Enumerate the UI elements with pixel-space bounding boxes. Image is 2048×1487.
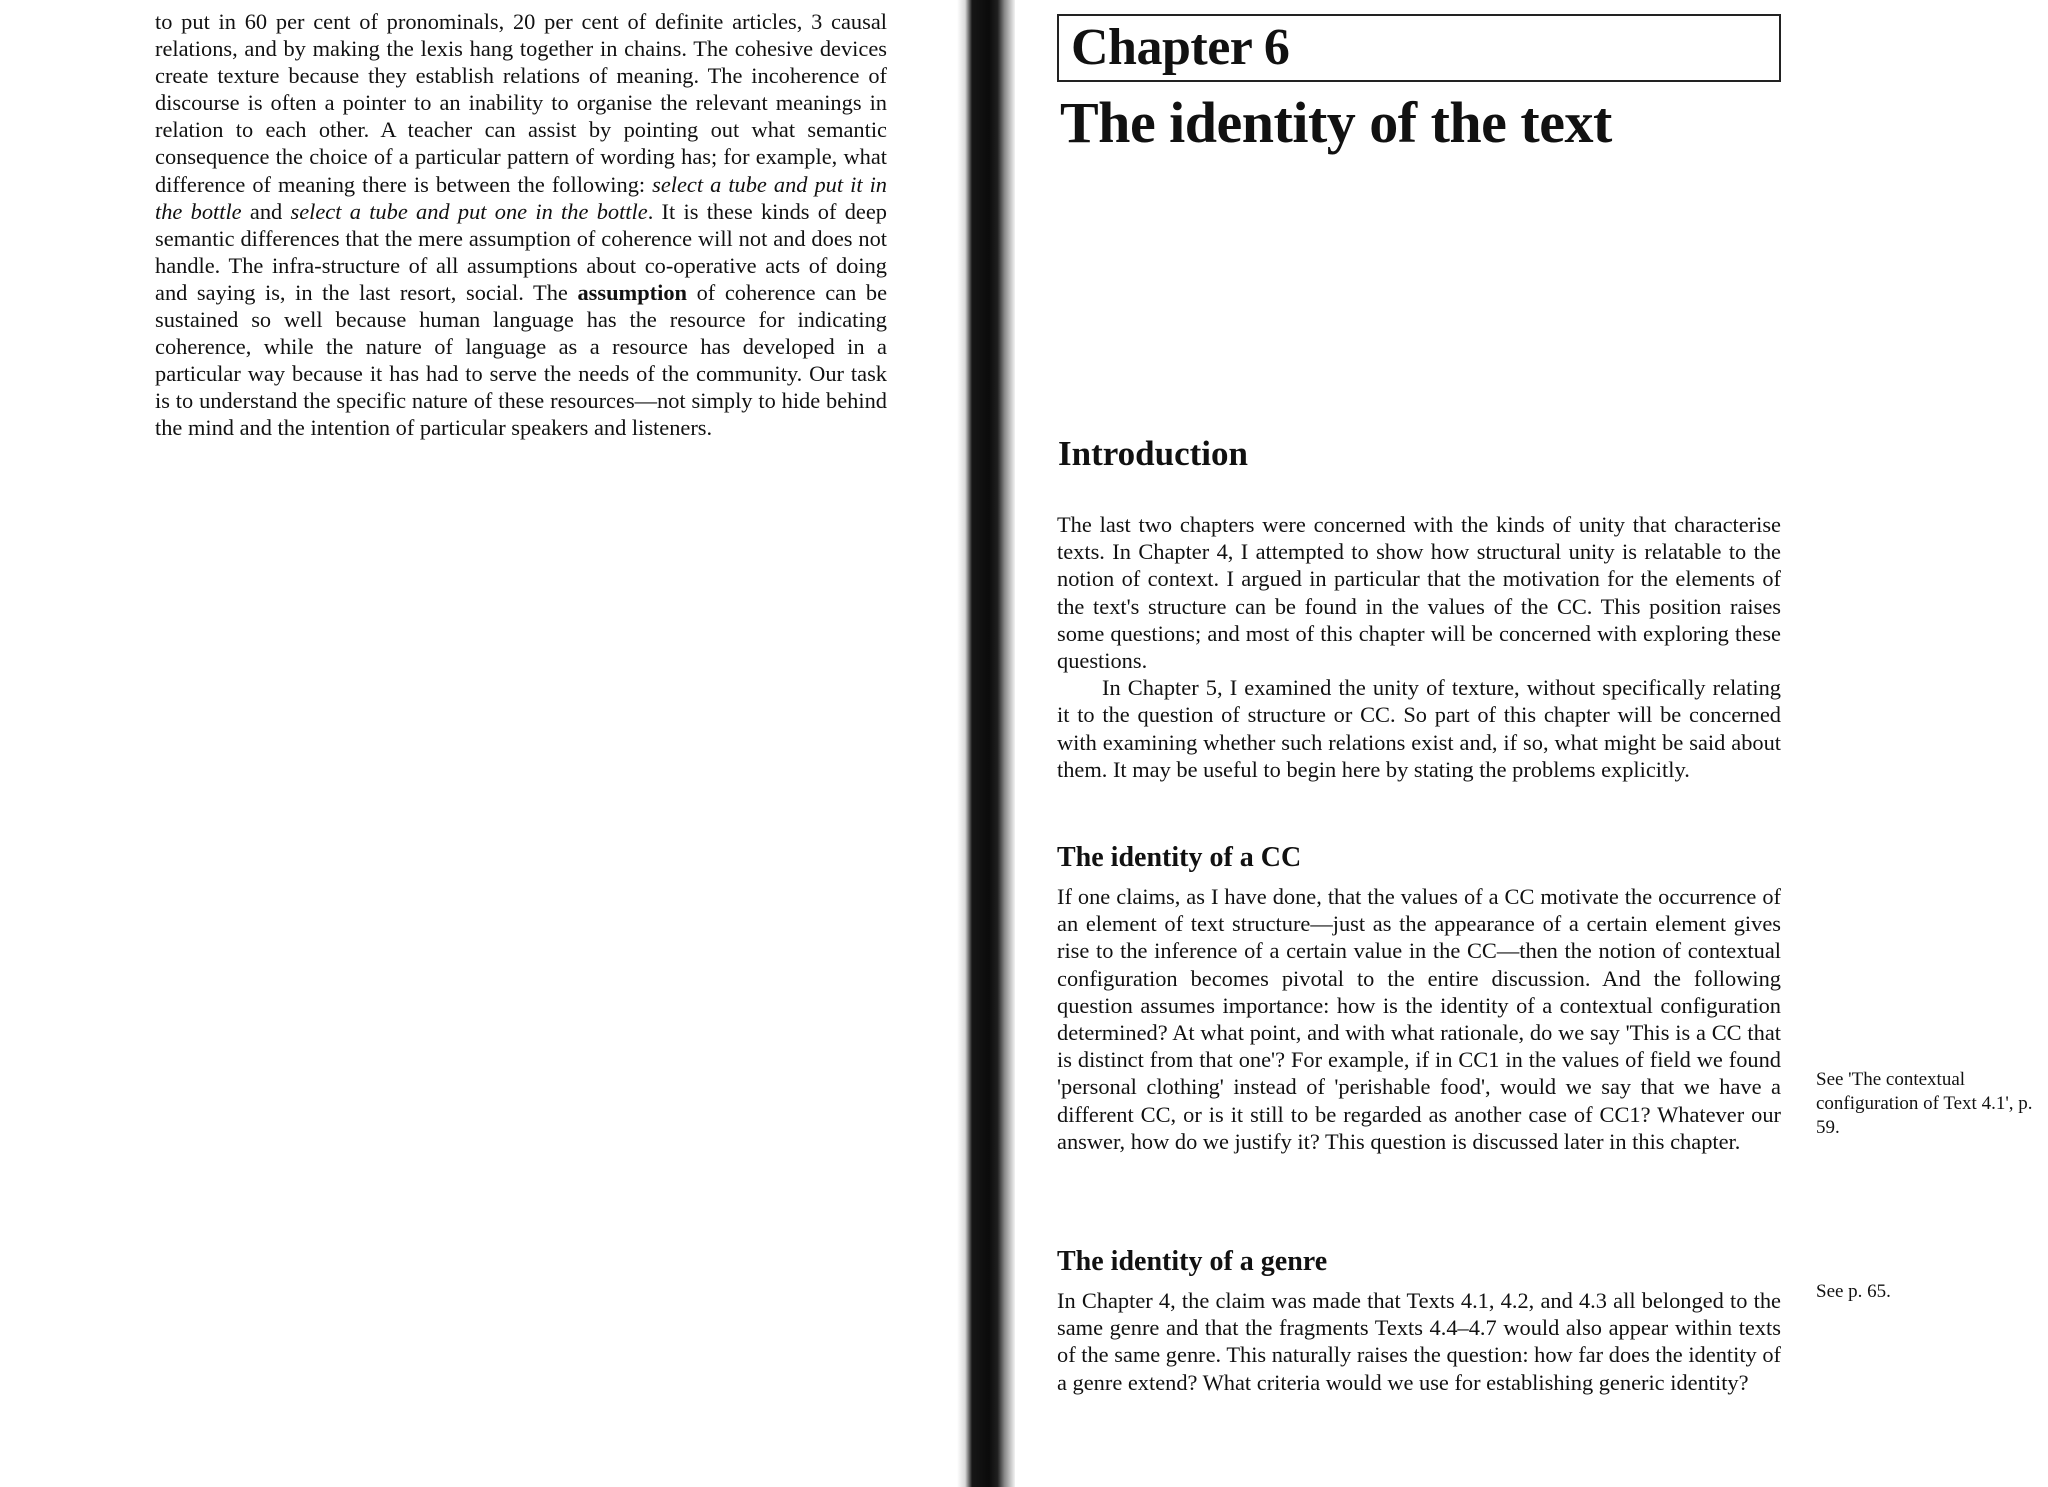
genre-identity-heading: The identity of a genre	[1057, 1246, 1328, 1277]
cc-identity-heading: The identity of a CC	[1057, 842, 1302, 873]
chapter-label: Chapter 6	[1057, 14, 1781, 82]
left-text-2: and	[241, 198, 291, 224]
introduction-heading: Introduction	[1058, 434, 1248, 473]
cc-identity-section	[1057, 841, 1781, 1155]
margin-note-page-ref: See p. 65.	[1816, 1281, 1891, 1302]
example-sentence-2: select a tube and put one in the bottle	[290, 198, 648, 224]
left-text-1: to put in 60 per cent of pronominals, 20 per cent of definite articles, 3 causal relations, and by making the lexis hang together in chains. The cohesive devices create texture because they establish relations of meaning. The incoherence of discourse is often a pointer to an inability to organise the relevant meanings in relation to each other. A teacher can assist by pointing out what semantic consequence the choice of a particular pattern of wording has; for example, what difference of meaning there is between the following:	[155, 9, 887, 197]
book-gutter-shadow	[957, 0, 1015, 1487]
left-page-paragraph	[155, 8, 887, 442]
intro-paragraph-1: The last two chapters were concerned with the kinds of unity that characterise texts. In Chapter 4, I attempted to show how structural unity is relatable to the notion of context. I argued in particular that the motivation for the elements of the text's structure can be found in the values of the CC. This position raises some questions; and most of this chapter will be concerned with exploring these questions.	[1057, 512, 1781, 674]
margin-note-contextual-configuration: See 'The contextual configuration of Text 4.1', p. 59.	[1816, 1069, 2033, 1138]
left-page	[155, 8, 887, 442]
left-text-4: of coherence can be sustained so well because human language has the resource for indicating coherence, while the nature of language as a resource has developed in a particular way because it has had to serve the needs of the community. Our task is to understand the specific nature of these resources—not simply to hide behind the mind and the intention of particular speakers and listeners.	[155, 279, 888, 441]
left-text-3: . It is these kinds of deep semantic differences that the mere assumption of coherence will not and does not handle. The infra-structure of all assumptions about co-operative acts of doing and saying is, in the last resort, social. The	[155, 198, 887, 305]
introduction-section	[1057, 511, 1781, 783]
genre-identity-section	[1057, 1245, 1781, 1396]
chapter-title: The identity of the text	[1060, 90, 1612, 155]
intro-paragraph-2: In Chapter 5, I examined the unity of texture, without specifically relating it to the question of structure or CC. So part of this chapter will be concerned with examining whether such relations exist and, if so, what might be said about them. It may be useful to begin here by stating the problems explicitly.	[1057, 675, 1781, 782]
cc-identity-paragraph: If one claims, as I have done, that the values of a CC motivate the occurrence of an element of text structure—just as the appearance of a certain element gives rise to the inference of a certain value in the CC—then the notion of contextual configuration becomes pivotal to the entire discussion. And the following question assumes importance: how is the identity of a contextual configuration determined? At what point, and with what rationale, do we say 'This is a CC that is distinct from that one'? For example, if in CC1 in the values of field we found 'personal clothing' instead of 'perishable food', would we say that we have a different CC, or is it still to be regarded as another case of CC1? Whatever our answer, how do we justify it? This question is discussed later in this chapter.	[1057, 884, 1781, 1154]
right-page	[1057, 14, 1787, 1395]
bold-term: assumption	[577, 279, 687, 305]
genre-identity-paragraph: In Chapter 4, the claim was made that Texts 4.1, 4.2, and 4.3 all belonged to the same genre and that the fragments Texts 4.4–4.7 would also appear within texts of the same genre. This naturally raises the question: how far does the identity of a genre extend? What criteria would we use for establishing generic identity?	[1057, 1288, 1781, 1395]
example-sentence-1: select a tube and put it in the bottle	[155, 171, 887, 224]
